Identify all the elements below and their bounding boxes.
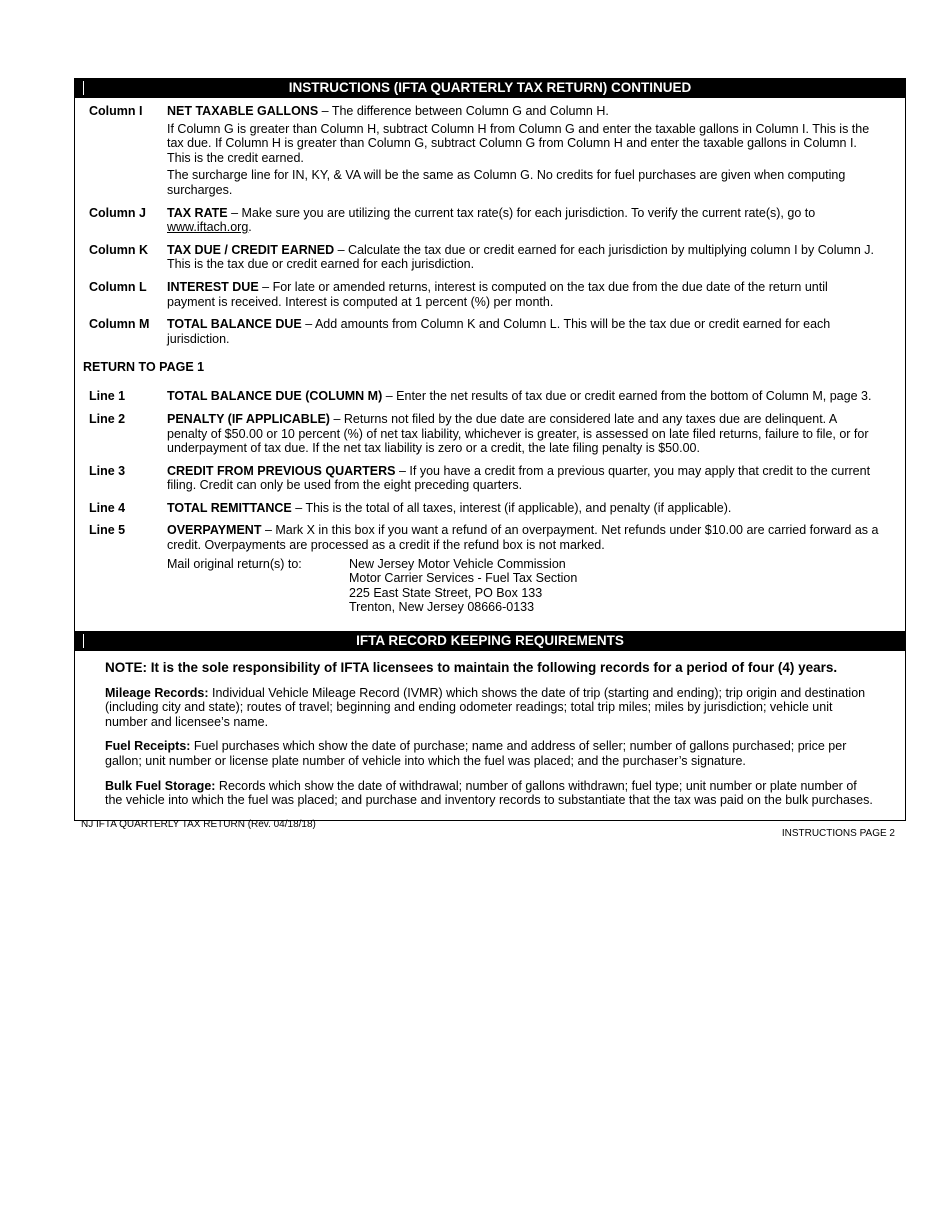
- address-line: Motor Carrier Services - Fuel Tax Section: [349, 571, 578, 586]
- row-text: – This is the total of all taxes, interest (if applicable), and penalty (if applicable).: [291, 500, 732, 515]
- row-label: Line 3: [89, 463, 126, 478]
- fuel-receipts: [105, 739, 875, 768]
- row-heading: TAX RATE: [167, 205, 228, 220]
- record-keeping-section: [75, 631, 905, 820]
- row-text: – Make sure you are utilizing the current tax rate(s) for each jurisdiction. To verify the current rate(s), go to: [227, 205, 816, 220]
- line-2-row: [75, 412, 905, 456]
- line-5-row: [75, 523, 905, 615]
- record-heading: Bulk Fuel Storage:: [105, 778, 216, 793]
- row-body: [167, 280, 879, 309]
- line-3-row: [75, 464, 905, 493]
- section-header-record-keeping: [75, 631, 905, 651]
- row-label: Column I: [89, 104, 143, 118]
- column-i-row: [75, 104, 905, 198]
- header-tick: [83, 81, 84, 95]
- page-number-footer: INSTRUCTIONS PAGE 2: [781, 828, 895, 839]
- row-text: – Returns not filed by the due date are considered late and any taxes due are delinquent. A penalty of $50.00 or 10 percent (%) of net tax liability, whichever is greater, is assessed on late filed returns, failure to file, or for underpayment of tax due. If the net tax liability is zero or a credit, the late filing penalty is $50.00.: [167, 411, 869, 456]
- row-body: [167, 206, 879, 235]
- row-body: [167, 389, 879, 404]
- row-heading: CREDIT FROM PREVIOUS QUARTERS: [167, 463, 396, 478]
- row-text: – If you have a credit from a previous quarter, you may apply that credit to the current filing. Credit can only be used from the eight preceding quarters.: [167, 463, 871, 493]
- row-label: Line 4: [89, 500, 126, 515]
- row-label: Column L: [89, 279, 147, 294]
- record-heading: Fuel Receipts:: [105, 739, 191, 754]
- row-text: – Mark X in this box if you want a refund of an overpayment. Net refunds under $10.00 are carried forward as a credit. Overpayments are processed as a credit if the refund box is not marked.: [167, 523, 879, 553]
- row-body: [167, 523, 879, 615]
- row-heading: TOTAL BALANCE DUE (COLUMN M): [167, 389, 383, 404]
- record-heading: Mileage Records:: [105, 685, 209, 700]
- row-heading: NET TAXABLE GALLONS: [167, 104, 319, 118]
- form-revision-footer: NJ IFTA QUARTERLY TAX RETURN (Rev. 04/18/18): [81, 819, 316, 830]
- mail-address: [349, 557, 577, 615]
- row-heading: OVERPAYMENT: [167, 523, 262, 538]
- section-header-instructions: [75, 78, 905, 98]
- row-text: – Calculate the tax due or credit earned for each jurisdiction by multiplying column I by Column J. This is the tax due or credit earned for each jurisdiction.: [167, 242, 874, 272]
- row-heading: TOTAL BALANCE DUE: [167, 317, 302, 332]
- mileage-records: [105, 686, 875, 730]
- column-k-row: [75, 243, 905, 272]
- bulk-fuel-storage: [105, 779, 875, 808]
- row-body: [167, 464, 879, 493]
- row-label: Column J: [89, 205, 146, 220]
- address-line: New Jersey Motor Vehicle Commission: [349, 556, 566, 571]
- mailing-block: [167, 557, 879, 615]
- column-instructions: [75, 98, 905, 346]
- row-text: – The difference between Column G and Column H.: [318, 104, 609, 118]
- record-text: Fuel purchases which show the date of purchase; name and address of seller; number of gallons purchased; price per gallon; unit number or license plate number of vehicle into which the fuel was placed; and the purchaser’s signature.: [105, 739, 847, 768]
- row-label: Line 2: [89, 411, 126, 426]
- section-title: INSTRUCTIONS (IFTA QUARTERLY TAX RETURN) CONTINUED: [288, 80, 692, 95]
- section-title: IFTA RECORD KEEPING REQUIREMENTS: [356, 633, 624, 649]
- row-text: – For late or amended returns, interest is computed on the tax due from the due date of the return until payment is received. Interest is computed at 1 percent (%) per month.: [167, 279, 828, 309]
- row-body: [167, 317, 879, 346]
- row-body: [167, 243, 879, 272]
- instructions-box: [74, 78, 906, 821]
- row-label: Column M: [89, 317, 150, 332]
- return-to-page-heading: RETURN TO PAGE 1: [83, 360, 205, 375]
- mail-label: Mail original return(s) to:: [167, 556, 302, 571]
- row-body: [167, 501, 879, 516]
- line-instructions: [75, 389, 905, 615]
- row-text: – Add amounts from Column K and Column L. This will be the tax due or credit earned for each jurisdiction.: [167, 317, 831, 346]
- record-keeping-body: [75, 651, 905, 820]
- row-text: – Enter the net results of tax due or credit earned from the bottom of Column M, page 3.: [382, 389, 872, 404]
- row-label: Line 1: [89, 389, 126, 404]
- row-extra-text: The surcharge line for IN, KY, & VA will be the same as Column G. No credits for fuel purchases are given when computing surcharges.: [167, 168, 846, 197]
- row-heading: INTEREST DUE: [167, 279, 259, 294]
- row-text-end: .: [248, 220, 252, 235]
- record-text: Individual Vehicle Mileage Record (IVMR) which shows the date of trip (starting and ending); trip origin and destination (including city and state); routes of travel; beginning and ending odometer readings; total trip miles; miles by jurisdiction; vehicle unit number and licensee’s name.: [105, 685, 866, 729]
- row-heading: TAX DUE / CREDIT EARNED: [167, 242, 335, 257]
- responsibility-note: NOTE: It is the sole responsibility of IFTA licensees to maintain the following records for a period of four (4) years.: [105, 660, 838, 676]
- line-1-row: [75, 389, 905, 404]
- column-m-row: [75, 317, 905, 346]
- row-label: Column K: [89, 242, 149, 257]
- header-tick: [83, 634, 84, 648]
- address-line: 225 East State Street, PO Box 133: [349, 585, 543, 600]
- address-line: Trenton, New Jersey 08666-0133: [349, 600, 535, 615]
- row-body: [167, 104, 879, 198]
- column-l-row: [75, 280, 905, 309]
- row-heading: PENALTY (IF APPLICABLE): [167, 411, 330, 426]
- row-label: Line 5: [89, 523, 126, 538]
- line-4-row: [75, 501, 905, 516]
- row-extra-text: If Column G is greater than Column H, subtract Column H from Column G and enter the taxable gallons in Column I. This is the tax due. If Column H is greater than Column G, subtract Column G from Column H and enter the taxable gallons in Column I. This is the credit earned.: [167, 121, 870, 165]
- instructions-page: [74, 78, 906, 821]
- iftach-link[interactable]: www.iftach.org: [167, 220, 249, 235]
- row-body: [167, 412, 879, 456]
- column-j-row: [75, 206, 905, 235]
- row-heading: TOTAL REMITTANCE: [167, 500, 292, 515]
- record-text: Records which show the date of withdrawal; number of gallons withdrawn; fuel type; unit number or plate number of the vehicle into which the fuel was placed; and purchase and inventory records to substantiate that the tax was paid on the bulk purchases.: [105, 778, 873, 808]
